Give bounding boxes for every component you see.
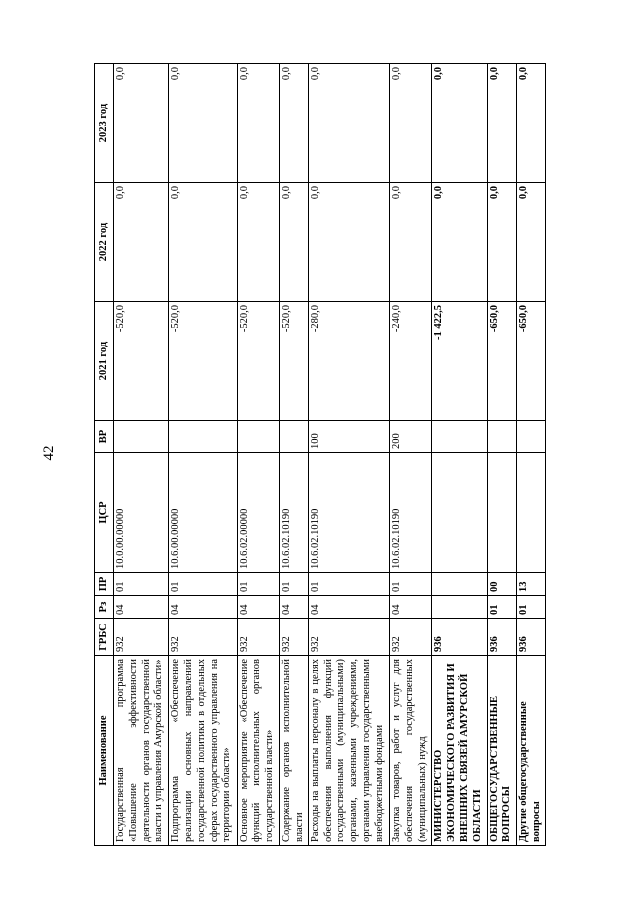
cell-2023: 0,0 (487, 64, 516, 183)
cell-rz: 01 (516, 596, 545, 619)
cell-grbs: 932 (169, 619, 237, 656)
cell-name: Подпрограмма «Обеспечение реализации основных направлений государственной политики в отдельных сферах государственного управления на территории области» (169, 656, 237, 846)
cell-name: ОБЩЕГОСУДАРСТВЕННЫЕ ВОПРОСЫ (487, 656, 516, 846)
cell-2023: 0,0 (169, 64, 237, 183)
cell-pr: 01 (237, 573, 279, 596)
header-rz: Рз (95, 596, 114, 619)
cell-pr: 01 (169, 573, 237, 596)
cell-name: Содержание органов исполнительной власти (279, 656, 308, 846)
header-csr: ЦСР (95, 453, 114, 573)
table-row (308, 64, 389, 846)
header-2021: 2021 год (95, 302, 114, 421)
cell-csr: 10.6.02.10190 (308, 453, 389, 573)
cell-2022: 0,0 (432, 183, 487, 302)
cell-2021: -1 422,5 (432, 302, 487, 421)
cell-rz: 04 (308, 596, 389, 619)
cell-vr (279, 421, 308, 453)
cell-grbs: 932 (279, 619, 308, 656)
cell-2023: 0,0 (279, 64, 308, 183)
table-row (432, 64, 487, 846)
cell-vr (432, 421, 487, 453)
cell-grbs: 936 (487, 619, 516, 656)
cell-csr: 10.6.02.10190 (390, 453, 432, 573)
cell-name: Расходы на выплаты персоналу в целях обеспечения выполнения функций государственными (муниципальными) органами, казенными учреждениями, органами управления государственными внебюджетными фондами (308, 656, 389, 846)
cell-name: Другие общегосударственные вопросы (516, 656, 545, 846)
cell-2022: 0,0 (390, 183, 432, 302)
cell-csr (516, 453, 545, 573)
cell-grbs: 932 (308, 619, 389, 656)
cell-rz: 04 (279, 596, 308, 619)
cell-grbs: 936 (516, 619, 545, 656)
cell-2022: 0,0 (308, 183, 389, 302)
cell-2021: -520,0 (169, 302, 237, 421)
cell-vr (487, 421, 516, 453)
cell-2023: 0,0 (237, 64, 279, 183)
cell-pr: 00 (487, 573, 516, 596)
cell-2023: 0,0 (114, 64, 169, 183)
cell-pr: 01 (308, 573, 389, 596)
header-grbs: ГРБС (95, 619, 114, 656)
table-row (516, 64, 545, 846)
cell-2021: -520,0 (237, 302, 279, 421)
page-number: 42 (41, 445, 57, 461)
cell-rz: 01 (487, 596, 516, 619)
cell-csr: 10.0.00.00000 (114, 453, 169, 573)
cell-2022: 0,0 (279, 183, 308, 302)
cell-name: МИНИСТЕРСТВО ЭКОНОМИЧЕСКОГО РАЗВИТИЯ И ВНЕШНИХ СВЯЗЕЙ АМУРСКОЙ ОБЛАСТИ (432, 656, 487, 846)
cell-grbs: 932 (390, 619, 432, 656)
cell-2021: -650,0 (487, 302, 516, 421)
cell-vr (516, 421, 545, 453)
cell-vr: 100 (308, 421, 389, 453)
cell-csr: 10.6.02.00000 (237, 453, 279, 573)
cell-vr (114, 421, 169, 453)
budget-table (94, 63, 546, 846)
cell-csr: 10.6.00.00000 (169, 453, 237, 573)
cell-2021: -520,0 (114, 302, 169, 421)
table-header-row (95, 64, 114, 846)
cell-csr: 10.6.02.10190 (279, 453, 308, 573)
cell-2022: 0,0 (114, 183, 169, 302)
cell-2022: 0,0 (237, 183, 279, 302)
cell-2023: 0,0 (432, 64, 487, 183)
cell-2022: 0,0 (487, 183, 516, 302)
cell-2021: -650,0 (516, 302, 545, 421)
cell-2021: -280,0 (308, 302, 389, 421)
table-row (169, 64, 237, 846)
header-pr: ПР (95, 573, 114, 596)
cell-grbs: 936 (432, 619, 487, 656)
header-2022: 2022 год (95, 183, 114, 302)
cell-rz: 04 (237, 596, 279, 619)
header-name: Наименование (95, 656, 114, 846)
cell-rz (432, 596, 487, 619)
cell-rz: 04 (390, 596, 432, 619)
cell-grbs: 932 (114, 619, 169, 656)
cell-pr: 01 (390, 573, 432, 596)
cell-rz: 04 (169, 596, 237, 619)
cell-pr: 13 (516, 573, 545, 596)
cell-2022: 0,0 (516, 183, 545, 302)
cell-vr (237, 421, 279, 453)
table-row (390, 64, 432, 846)
cell-2022: 0,0 (169, 183, 237, 302)
cell-2023: 0,0 (308, 64, 389, 183)
table-row (279, 64, 308, 846)
table-row (487, 64, 516, 846)
cell-vr: 200 (390, 421, 432, 453)
cell-2023: 0,0 (390, 64, 432, 183)
cell-csr (487, 453, 516, 573)
header-2023: 2023 год (95, 64, 114, 183)
table-row (237, 64, 279, 846)
cell-csr (432, 453, 487, 573)
cell-pr: 01 (114, 573, 169, 596)
cell-name: Государственная программа «Повышение эффективности деятельности органов государственной власти и управления Амурской области» (114, 656, 169, 846)
document-sheet (94, 64, 546, 846)
header-vr: ВР (95, 421, 114, 453)
cell-pr: 01 (279, 573, 308, 596)
cell-pr (432, 573, 487, 596)
cell-2021: -240,0 (390, 302, 432, 421)
cell-2023: 0,0 (516, 64, 545, 183)
cell-vr (169, 421, 237, 453)
cell-name: Закупка товаров, работ и услуг для обеспечения государственных (муниципальных) нужд (390, 656, 432, 846)
table-row (114, 64, 169, 846)
cell-2021: -520,0 (279, 302, 308, 421)
cell-rz: 04 (114, 596, 169, 619)
cell-grbs: 932 (237, 619, 279, 656)
cell-name: Основное мероприятие «Обеспечение функций исполнительных органов государственной власти» (237, 656, 279, 846)
